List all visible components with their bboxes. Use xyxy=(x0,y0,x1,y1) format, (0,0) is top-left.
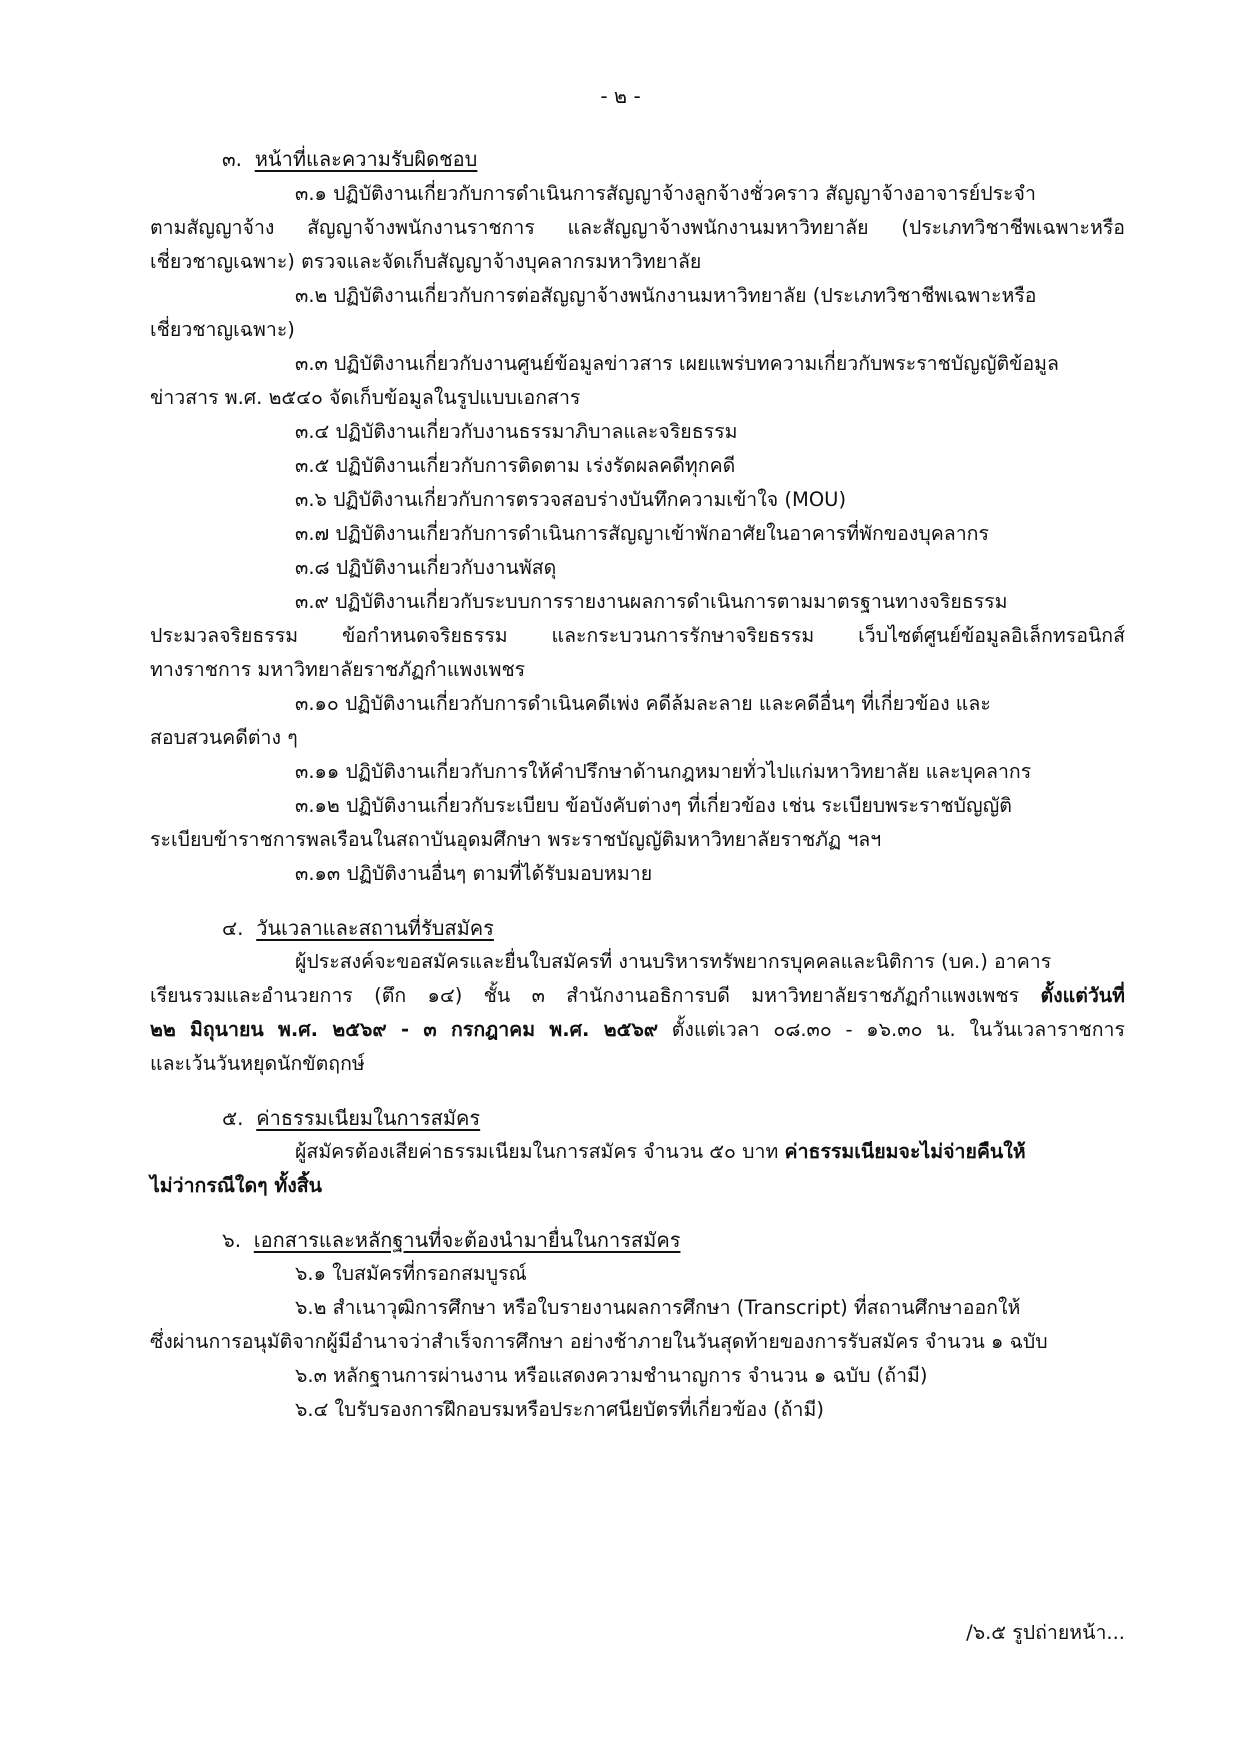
item-3-4: ๓.๔ ปฏิบัติงานเกี่ยวกับงานธรรมาภิบาลและจริยธรรม xyxy=(295,420,738,443)
section-4-line-2 xyxy=(150,982,1125,1010)
item-3-10-line-2: สอบสวนคดีต่าง ๆ xyxy=(150,726,298,749)
item-3-5: ๓.๕ ปฏิบัติงานเกี่ยวกับการติดตาม เร่งรัดผลคดีทุกคดี xyxy=(295,454,736,477)
item-6-2-line-1: ๖.๒ สำเนาวุฒิการศึกษา หรือใบรายงานผลการศึกษา (Transcript) ที่สถานศึกษาออกให้ xyxy=(295,1296,1021,1319)
section-3-heading xyxy=(222,145,477,173)
section-6-heading xyxy=(222,1226,680,1254)
section-3-title: หน้าที่และความรับผิดชอบ xyxy=(254,147,478,171)
item-3-1-line-2: ตามสัญญาจ้าง สัญญาจ้างพนักงานราชการ และสัญญาจ้างพนักงานมหาวิทยาลัย (ประเภทวิชาชีพเฉพาะหรือ xyxy=(150,216,1125,239)
section-4-line-2-bold: ตั้งแต่วันที่ xyxy=(1040,984,1125,1007)
section-4-line-4: และเว้นวันหยุดนักขัตฤกษ์ xyxy=(150,1052,365,1075)
item-3-9-line-1: ๓.๙ ปฏิบัติงานเกี่ยวกับระบบการรายงานผลการดำเนินการตามมาตรฐานทางจริยธรรม xyxy=(295,590,1008,613)
item-3-2-line-2: เชี่ยวชาญเฉพาะ) xyxy=(150,318,295,341)
section-4-number: ๔. xyxy=(222,916,244,940)
section-5-number: ๕. xyxy=(222,1106,244,1130)
office-hours: ตั้งแต่เวลา ๐๘.๓๐ - ๑๖.๓๐ น. ในวันเวลาราชการ xyxy=(658,1018,1125,1041)
section-5-heading xyxy=(222,1104,480,1132)
section-4-line-2-text: เรียนรวมและอำนวยการ (ตึก ๑๔) ชั้น ๓ สำนักงานอธิการบดี มหาวิทยาลัยราชภัฏกำแพงเพชร xyxy=(150,984,1041,1007)
item-3-9-line-2: ประมวลจริยธรรม ข้อกำหนดจริยธรรม และกระบวนการรักษาจริยธรรม เว็บไซต์ศูนย์ข้อมูลอิเล็กทรอนิกส์ xyxy=(150,624,1125,647)
fee-text: ผู้สมัครต้องเสียค่าธรรมเนียมในการสมัคร จำนวน ๕๐ บาท xyxy=(295,1140,785,1163)
section-4-line-1: ผู้ประสงค์จะขอสมัครและยื่นใบสมัครที่ งานบริหารทรัพยากรบุคคลและนิติการ (บค.) อาคาร xyxy=(295,950,1052,973)
item-3-12-line-2: ระเบียบข้าราชการพลเรือนในสถาบันอุดมศึกษา พระราชบัญญัติมหาวิทยาลัยราชภัฏ ฯลฯ xyxy=(150,828,882,851)
section-4-heading xyxy=(222,914,494,942)
fee-non-refundable: ค่าธรรมเนียมจะไม่จ่ายคืนให้ xyxy=(784,1140,1026,1163)
continuation-note: /๖.๕ รูปถ่ายหน้า... xyxy=(966,1621,1125,1644)
item-3-1-line-3: เชี่ยวชาญเฉพาะ) ตรวจและจัดเก็บสัญญาจ้างบุคลากรมหาวิทยาลัย xyxy=(150,250,702,273)
item-6-1: ๖.๑ ใบสมัครที่กรอกสมบูรณ์ xyxy=(295,1262,527,1285)
item-3-9-line-3: ทางราชการ มหาวิทยาลัยราชภัฏกำแพงเพชร xyxy=(150,658,526,681)
item-3-11: ๓.๑๑ ปฏิบัติงานเกี่ยวกับการให้คำปรึกษาด้านกฎหมายทั่วไปแก่มหาวิทยาลัย และบุคลากร xyxy=(295,760,1032,783)
section-6-title: เอกสารและหลักฐานที่จะต้องนำมายื่นในการสมัคร xyxy=(253,1228,681,1252)
item-3-3-line-2: ข่าวสาร พ.ศ. ๒๕๔๐ จัดเก็บข้อมูลในรูปแบบเอกสาร xyxy=(150,386,581,409)
item-3-2-line-1: ๓.๒ ปฏิบัติงานเกี่ยวกับการต่อสัญญาจ้างพนักงานมหาวิทยาลัย (ประเภทวิชาชีพเฉพาะหรือ xyxy=(295,284,1037,307)
section-5-title: ค่าธรรมเนียมในการสมัคร xyxy=(256,1106,481,1130)
item-3-7: ๓.๗ ปฏิบัติงานเกี่ยวกับการดำเนินการสัญญาเข้าพักอาศัยในอาคารที่พักของบุคลากร xyxy=(295,522,989,545)
page-number: - ๒ - xyxy=(600,84,641,108)
application-period: ๒๒ มิถุนายน พ.ศ. ๒๕๖๙ - ๓ กรกฎาคม พ.ศ. ๒๕๖๙ xyxy=(150,1018,659,1041)
item-3-10-line-1: ๓.๑๐ ปฏิบัติงานเกี่ยวกับการดำเนินคดีเพ่ง คดีล้มละลาย และคดีอื่นๆ ที่เกี่ยวข้อง และ xyxy=(295,692,991,715)
section-4-line-3 xyxy=(150,1016,1125,1044)
item-3-3-line-1: ๓.๓ ปฏิบัติงานเกี่ยวกับงานศูนย์ข้อมูลข่าวสาร เผยแพร่บทความเกี่ยวกับพระราชบัญญัติข้อมูล xyxy=(295,352,1059,375)
section-6-number: ๖. xyxy=(222,1228,242,1252)
section-4-title: วันเวลาและสถานที่รับสมัคร xyxy=(256,916,494,940)
item-6-4: ๖.๔ ใบรับรองการฝึกอบรมหรือประกาศนียบัตรที่เกี่ยวข้อง (ถ้ามี) xyxy=(295,1398,824,1421)
item-3-6: ๓.๖ ปฏิบัติงานเกี่ยวกับการตรวจสอบร่างบันทึกความเข้าใจ (MOU) xyxy=(295,488,847,511)
item-3-1-line-1: ๓.๑ ปฏิบัติงานเกี่ยวกับการดำเนินการสัญญาจ้างลูกจ้างชั่วคราว สัญญาจ้างอาจารย์ประจำ xyxy=(295,182,1036,205)
section-5-line-1 xyxy=(295,1138,1026,1166)
item-6-2-line-2: ซึ่งผ่านการอนุมัติจากผู้มีอำนาจว่าสำเร็จการศึกษา อย่างช้าภายในวันสุดท้ายของการรับสมัคร จำนวน ๑ ฉบับ xyxy=(150,1330,1048,1353)
item-3-8: ๓.๘ ปฏิบัติงานเกี่ยวกับงานพัสดุ xyxy=(295,556,557,579)
item-6-3: ๖.๓ หลักฐานการผ่านงาน หรือแสดงความชำนาญการ จำนวน ๑ ฉบับ (ถ้ามี) xyxy=(295,1364,928,1387)
item-3-12-line-1: ๓.๑๒ ปฏิบัติงานเกี่ยวกับระเบียบ ข้อบังคับต่างๆ ที่เกี่ยวข้อง เช่น ระเบียบพระราชบัญญัติ xyxy=(295,794,1012,817)
section-5-line-2: ไม่ว่ากรณีใดๆ ทั้งสิ้น xyxy=(150,1174,322,1197)
item-3-13: ๓.๑๓ ปฏิบัติงานอื่นๆ ตามที่ได้รับมอบหมาย xyxy=(295,862,653,885)
section-3-number: ๓. xyxy=(222,147,243,171)
